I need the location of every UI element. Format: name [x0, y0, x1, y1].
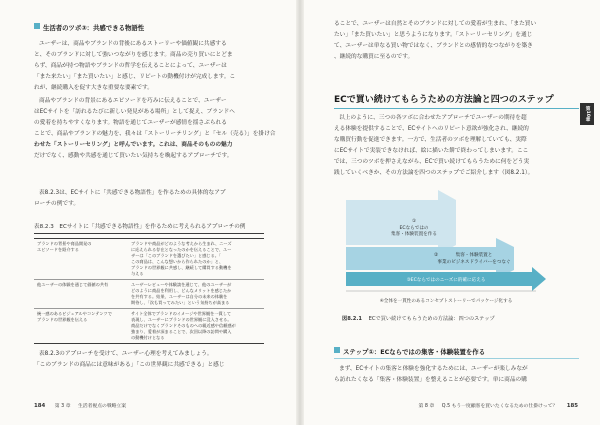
step1-line2: 集客・体験装置を作る — [391, 232, 437, 237]
step3-arrow — [532, 267, 546, 291]
step3-label: ③ECならではのニーズに的確に応える — [406, 278, 486, 283]
step1-arrow — [438, 190, 456, 255]
right-footer — [419, 402, 578, 409]
footer-chapter: 第 8 章 — [418, 404, 435, 409]
step2-num: ② — [433, 253, 439, 258]
section-heading-tip3: 生活者のツボ③：共感できる物語性 — [34, 23, 144, 32]
step4-label: ④全体を一貫性のあるコンセプトストーリーでパッケージ化する — [379, 299, 513, 304]
paragraph-1: ユーザーは、商品やブランドの背後にあるストーリーや価値観に共感する と、そのブランドに対して強いつながりを感じます。商品の売り買いにとどま らず、商品が持つ物語やブランドの哲学を伝えることによって、ユーザーは 「また来たい」「また買いたい」と感じ、リピートの動機付けが完成します。こ れが、継続購入を促す大きな重要な要素です。 — [34, 41, 236, 91]
step2-box — [346, 247, 504, 270]
table-caption: 表8.2.3 ECサイトに「共感できる物語性」を作るために考えられるアプローチの例 — [34, 224, 246, 230]
paragraph-step1: まず、ECサイトの集客と体験を強化するためには、ユーザーが楽しみなが ら訪れたくなる「集客・体験装置」を整えることが必要です。単に商品の購 — [334, 366, 528, 383]
figure-title: ECで買い続けてもらうための方法論：四つのステップ — [368, 316, 495, 322]
page-number: 185 — [566, 403, 578, 409]
table-cell: 統一感のあるビジュアルやコンテンツで ブランドの世界観を伝える — [34, 309, 128, 344]
paragraph-3: 表8.2.3は、ECサイトに「共感できる物語性」を作るための具体的なアプ ローチの例です。 — [34, 190, 226, 207]
step1-line1: ECならではの — [399, 226, 429, 231]
table-row — [34, 280, 264, 309]
footer-title: Q.5 もう一度顧客を買いたくなるための仕掛けって？ — [441, 404, 558, 409]
paragraph-4: 表8.2.3のアプローチを受けて、ユーザー心理を考えてみましょう。 「このブランドの商品には意味がある」「この世界観に共感できる」と感じ — [34, 351, 225, 368]
four-steps-diagram — [346, 190, 546, 308]
step1-box — [346, 200, 438, 245]
book-gutter — [296, 0, 304, 425]
figure-caption — [342, 315, 495, 322]
section-heading: ECで買い続けてもらうための方法論と四つのステップ — [334, 92, 579, 109]
footer-title: 生活者視点の戦略立案 — [78, 404, 127, 409]
chapter-tab: 第10章 — [580, 103, 594, 125]
approach-table — [34, 233, 264, 344]
step2-line1: 集客・体験装置と — [455, 253, 493, 258]
table-row — [34, 239, 264, 280]
step1-num: ① — [411, 219, 417, 224]
step1-heading: ステップ①：ECならではの集客・体験装置を作る — [334, 347, 579, 359]
page-number: 184 — [34, 403, 46, 409]
table-cell: サイト全体でブランドのイメージや世界観を一貫して 表現し、ユーザーにブランドの世界観に没入させる。 商品だけでなくブランドそのものへの親近感や信頼感が 強まり、愛着が深まることで、次回以降の訪問や購入 の動機付けとなる — [128, 309, 264, 344]
square-bullet-icon — [34, 23, 40, 29]
right-page — [304, 0, 600, 425]
footer-chapter: 第 3 章 — [54, 404, 71, 409]
square-bullet-icon — [334, 347, 340, 353]
intro-paragraph: ることで、ユーザーは自然とそのブランドに対しての愛着が生まれ、「また買い たい」「また買いたい」と思うようになります。「ストーリーセリング」を通じ て、ユーザーは単なる買い物ではなく、ブランドとの感情的なつながりを築き 、継続的な購買に至るのです。 — [334, 21, 537, 60]
left-footer — [34, 402, 126, 409]
table-cell: ユーザーレビューや体験談を通じて、他のユーザーが どのように商品を利用し、どんなメリットを感じたか を共有する。結果、ユーザーは自分の未来の体験を 期待し、「次も買ってみたい」という気持ちが高まる — [128, 280, 264, 309]
left-page — [0, 0, 296, 425]
figure-number: 図8.2.1 — [342, 316, 362, 322]
step2-line2: 事業のビジネスドライバーをつなぐ — [437, 260, 511, 265]
paragraph-2: 商品やブランドの背景にあるエピソードを巧みに伝えることで、ユーザー はECサイトを「訪れるたびに新しい発見がある場所」として捉え、ブランドへ の愛着を持ちやすくなります。物語を通じてユーザーが感情を揺さぶられる ことで、商品やブランドの魅力を、我々は「ストーリーテリング」と「セル（売る）」を掛け合 わせた「ストーリーセリング」と呼んでいます。これは、商品そのものの魅力 だけでなく、感動や共感を通じて買いたい気持ちを喚起するアプローチです。 — [34, 98, 276, 159]
table-row — [34, 309, 264, 344]
table-cell: 他ユーザーの体験を通じて価値の共有 — [34, 280, 128, 309]
table-cell: ブランドの背景や商品開発の エピソードを紹介する — [34, 239, 128, 280]
table-cell: ブランドや商品がどのような考えから生まれ、ニーズ に応えられる存在となったのかを伝えることで、ユー ザーは「このブランドを選びたい」と感じる。「 この商品は、こんな想いから作られたのか」と、 ブランドの世界観に共感し、継続して購買する動機を 与える — [128, 239, 264, 280]
paragraph-methodology: 以上のように、三つの各ツボに合わせたアプローチでユーザーの期待を超 える体験を提供することで、ECサイトへのリピート意欲が強化され、継続的 な購買行動を促進できます。一方で、生活者のツボを理解していても、実際 にECサイトで実装できなければ、絵に描いた餅で終わってしまいます。ここ では、三つのツボを押さえながら、ECで買い続けてもらうために何をどう実 践していくべきか、その方法論を四つのステップでご紹介します（図8.2.1）。 — [334, 115, 534, 176]
